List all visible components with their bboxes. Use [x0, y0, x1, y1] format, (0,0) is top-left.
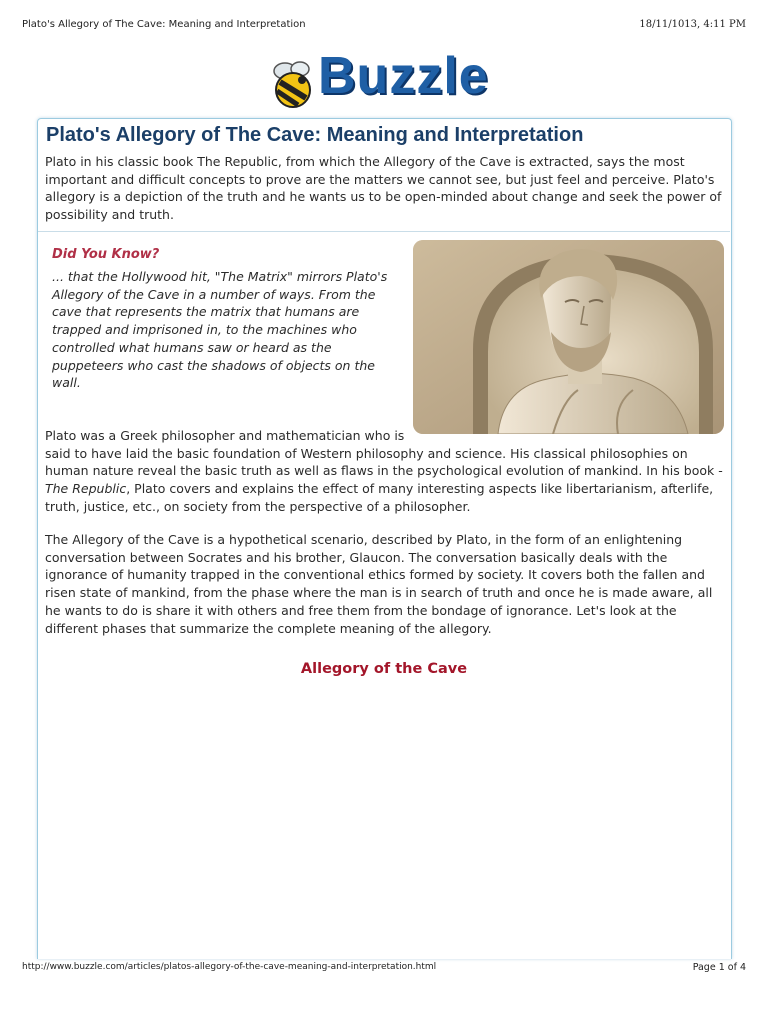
plato-bust-image [413, 240, 724, 434]
print-footer-url: http://www.buzzle.com/articles/platos-allegory-of-the-cave-meaning-and-interpretation.html [22, 962, 437, 972]
buzzle-logo[interactable] [268, 47, 508, 112]
did-you-know-heading: Did You Know? [52, 247, 160, 262]
paragraph-text: said to have laid the basic foundation of Western philosophy and science. His classical philosophies on human nature reveal the basic truth as well as flaws in the psychological evolution of mankind. In his book - [45, 445, 723, 479]
print-header-timestamp: 18/11/1013, 4:11 PM [639, 19, 746, 30]
print-header-title: Plato's Allegory of The Cave: Meaning and Interpretation [22, 19, 306, 30]
bee-icon [268, 58, 320, 110]
paragraph-text: , Plato covers and explains the effect of many interesting aspects like libertarianism, afterlife, truth, justice, etc., on society from the perspective of a philosopher. [45, 481, 714, 514]
book-title: The Republic [45, 481, 127, 497]
section-heading: Allegory of the Cave [300, 661, 468, 677]
page-number: Page 1 of 4 [692, 962, 746, 973]
divider [38, 231, 730, 232]
article-title: Plato's Allegory of The Cave: Meaning and Interpretation [46, 124, 584, 146]
did-you-know-text: ... that the Hollywood hit, "The Matrix" mirrors Plato's Allegory of the Cave in a number of ways. From the cave that represents the matrix that humans are trapped and imprisoned in, to the machines who controlled what humans saw or heard as the puppeteers who cast the shadows of objects on the wall. [52, 269, 388, 391]
logo-wordmark: Buzzle [318, 47, 489, 105]
paragraph-allegory-summary: The Allegory of the Cave is a hypothetical scenario, described by Plato, in the form of an enlightening conversation between Socrates and his brother, Glaucon. The conversation basically deals with the ignorance of humanity trapped in the conventional ethics formed by society. It covers both the fallen and risen state of mankind, from the phase where the man is in search of truth and once he is made aware, all he wants to do is share it with others and free them from the bondage of ignorance. Let's look at the different phases that summarize the complete meaning of the allegory. [45, 532, 713, 636]
article-intro: Plato in his classic book The Republic, from which the Allegory of the Cave is extracted, says the most important and difficult concepts to prove are the matters we cannot see, but just feel and perceive. Plato's allegory is a depiction of the truth and he wants us to be open-minded about change and seek the power of possibility and truth. [45, 154, 722, 223]
paragraph-line: Plato was a Greek philosopher and mathematician who is [45, 428, 405, 443]
paragraph-plato-bio [45, 427, 725, 516]
